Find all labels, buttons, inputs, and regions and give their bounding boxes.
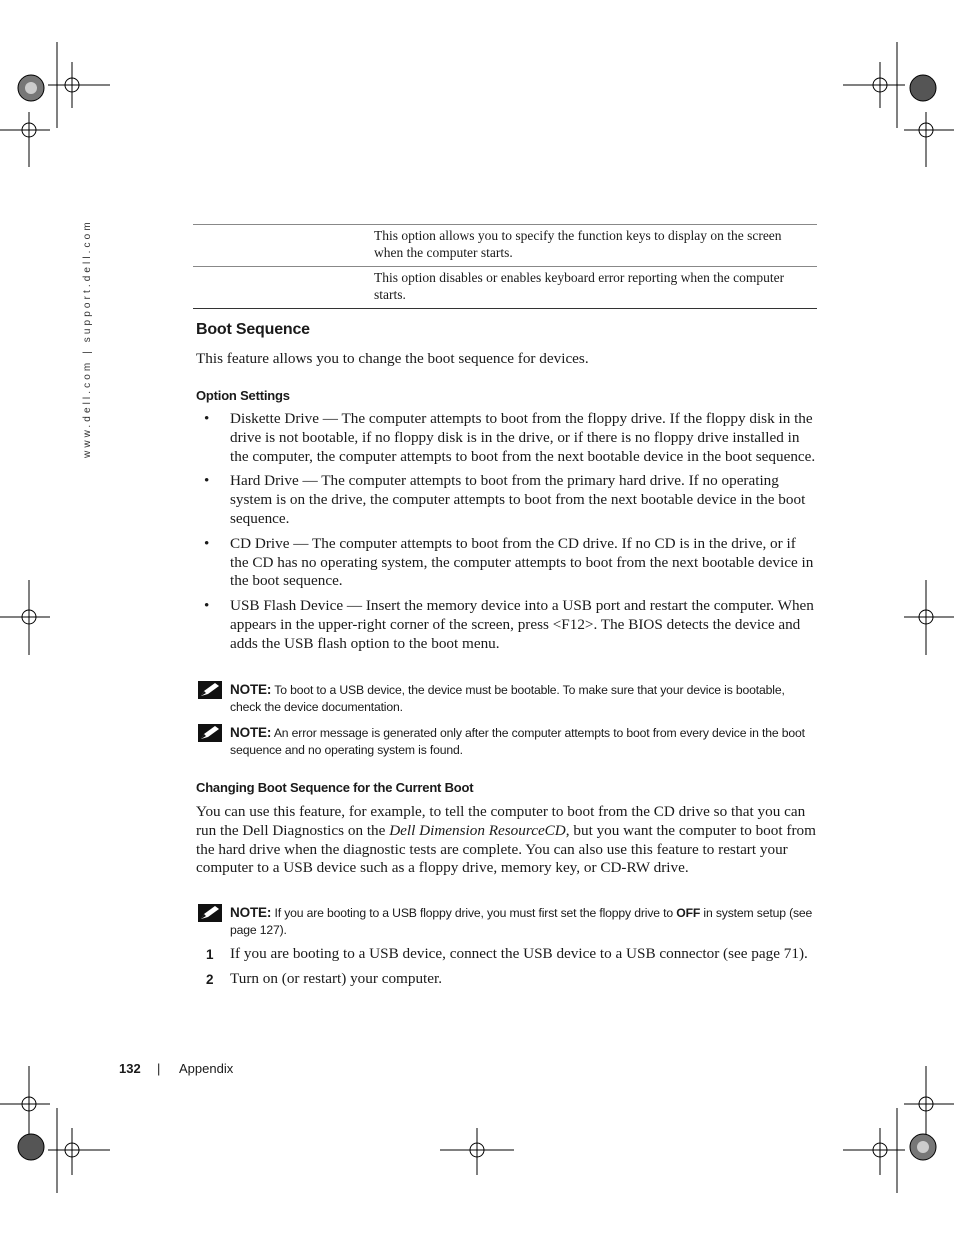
note-label: NOTE: xyxy=(230,905,272,920)
option-term: USB Flash Device — xyxy=(230,597,363,615)
changing-text: , but you want the computer to boot from the hard drive when the diagnostic tests are complete. You can also use this feature to restart your computer to a USB device such as a floppy drive, memory key, or CD-RW drive. xyxy=(196,821,816,877)
intro-paragraph: This feature allows you to change the boot sequence for devices. xyxy=(196,350,589,367)
changing-text: You can use this feature, for example, to tell the computer to boot from the CD drive so that you can run the Dell Diagnostics on the xyxy=(196,803,806,839)
resource-cd-title: Dell Dimension ResourceCD xyxy=(389,821,566,839)
table-cell-description: This option allows you to specify the function keys to display on the screen when the computer starts. xyxy=(374,228,782,260)
list-item: • Diskette Drive — The computer attempts to boot from the floppy drive. If the floppy disk in the drive is not bootable, if no floppy disk is in the drive, or if there is no floppy drive installed in the computer, the computer attempts to boot from the next bootable device in the boot sequence. xyxy=(204,410,816,465)
option-text: The computer attempts to boot from the floppy drive. If the floppy disk in the drive is not bootable, if no floppy disk is in the drive, or if there is no floppy drive installed in the computer, the computer attempts to boot from the next bootable device in the boot sequence. xyxy=(230,410,816,465)
footer-separator: | xyxy=(157,1061,161,1076)
option-term: Diskette Drive — xyxy=(230,410,338,427)
option-text: Insert the memory device into a USB port and restart the computer. When appears in the upper-right corner of the screen, press <F12>. The BIOS detects the device and adds the USB flash option to the boot menu. xyxy=(230,597,951,652)
option-list xyxy=(196,410,951,660)
list-item: • Hard Drive — The computer attempts to boot from the primary hard drive. If no operating system is on the drive, the computer attempts to boot from the next bootable device in the boot sequence. xyxy=(204,472,806,527)
table-row xyxy=(193,266,817,309)
note-pencil-icon xyxy=(198,681,222,699)
step-text: If you are booting to a USB device, connect the USB device to a USB connector (see page 71). xyxy=(230,945,808,962)
footer-section: Appendix xyxy=(179,1061,234,1076)
options-table xyxy=(193,224,817,309)
step-number: 1 xyxy=(206,947,214,962)
table-row xyxy=(193,224,817,266)
note-text: in system setup (see page 127). xyxy=(230,906,813,937)
side-url: www.dell.com | support.dell.com xyxy=(82,219,93,458)
page-number: 132 xyxy=(119,1061,141,1076)
note-usb-bootable xyxy=(196,681,816,716)
note-bold-value: OFF xyxy=(676,906,701,920)
step-text: Turn on (or restart) your computer. xyxy=(230,969,443,987)
option-text: — The computer attempts to boot from the CD drive. If no CD is in the drive, or if the CD has no operating system, the computer attempts to boot from the next bootable device in the boot sequence. xyxy=(230,534,814,590)
list-item: • USB Flash Device — Insert the memory device into a USB port and restart the computer. When appears in the upper-right corner of the screen, press <F12>. The BIOS detects the device and adds the USB flash option to the boot menu. xyxy=(204,597,951,652)
step-number: 2 xyxy=(206,971,214,987)
table-cell-description: This option disables or enables keyboard error reporting when the computer starts. xyxy=(374,270,785,302)
note-error-message xyxy=(196,724,816,759)
note-text: An error message is generated only after the computer attempts to boot from every device in the boot sequence and no operating system is found. xyxy=(230,726,805,757)
option-settings-heading: Option Settings xyxy=(196,388,290,403)
list-item: • CD Drive — The computer attempts to boot from the CD drive. If no CD is in the drive, or if the CD has no operating system, the computer attempts to boot from the next bootable device in the boot sequence. xyxy=(204,534,814,590)
note-label: NOTE: xyxy=(230,682,272,697)
option-text: — The computer attempts to boot from the primary hard drive. If no operating system is on the drive, the computer attempts to boot from the next bootable device in the boot sequence. xyxy=(230,472,806,527)
note-pencil-icon xyxy=(198,724,222,742)
changing-boot-heading: Changing Boot Sequence for the Current Boot xyxy=(196,780,474,795)
option-term: CD Drive xyxy=(230,534,290,552)
section-title: Boot Sequence xyxy=(196,321,310,338)
note-text: To boot to a USB device, the device must be bootable. To make sure that your device is bootable, check the device documentation. xyxy=(230,683,785,714)
steps-list xyxy=(196,945,816,995)
list-item xyxy=(196,970,816,989)
note-pencil-icon xyxy=(198,904,222,922)
note-usb-floppy xyxy=(196,904,816,939)
list-item xyxy=(196,945,816,964)
changing-paragraph xyxy=(196,803,816,878)
option-term: Hard Drive xyxy=(230,472,299,490)
note-label: NOTE: xyxy=(230,725,272,740)
note-text: If you are booting to a USB floppy drive, you must first set the floppy drive to xyxy=(271,906,677,920)
